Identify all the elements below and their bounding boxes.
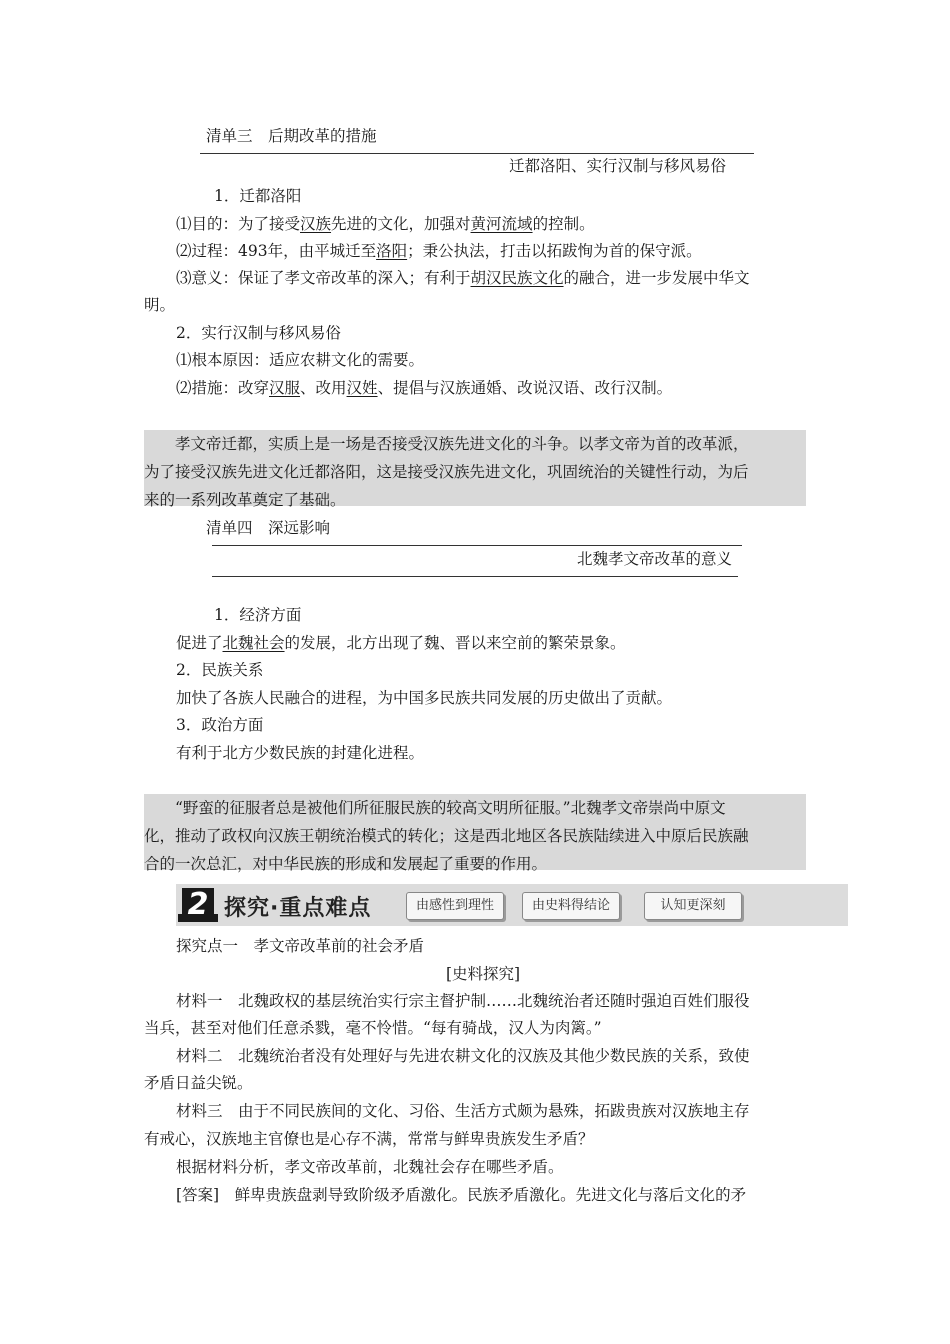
item-title: 1．经济方面 <box>214 606 302 624</box>
material-line: 材料一 北魏政权的基层统治实行宗主督护制……北魏统治者还随时强迫百姓们服役 <box>176 992 750 1010</box>
item-title: 1．迁都洛阳 <box>214 187 302 205</box>
item-title: 2．实行汉制与移风易俗 <box>176 324 341 342</box>
answer-line: [答案] 鲜卑贵族盘剥导致阶级矛盾激化。民族矛盾激化。先进文化与落后文化的矛 <box>176 1186 747 1204</box>
purpose-line: ⑴目的：为了接受汉族先进的文化，加强对黄河流域的控制。 <box>176 215 595 233</box>
meaning-line-cont: 明。 <box>144 296 176 314</box>
meaning-line: ⑶意义：保证了孝文帝改革的深入；有利于胡汉民族文化的融合，进一步发展中华文 <box>176 269 750 287</box>
material-line: 材料三 由于不同民族间的文化、习俗、生活方式颇为悬殊，拓跋贵族对汉族地主存 <box>176 1102 750 1120</box>
material-line: 材料二 北魏统治者没有处理好与先进农耕文化的汉族及其他少数民族的关系，致使 <box>176 1047 750 1065</box>
ethnic-line: 加快了各族人民融合的进程，为中国多民族共同发展的历史做出了贡献。 <box>176 689 673 707</box>
item-title: 3．政治方面 <box>176 716 264 734</box>
section3-subtitle: 迁都洛阳、实行汉制与移风易俗 <box>509 157 727 175</box>
note-box <box>144 430 806 509</box>
material-line: 矛盾日益尖锐。 <box>144 1074 253 1092</box>
politics-line: 有利于北方少数民族的封建化进程。 <box>176 744 425 762</box>
note-line: 化，推动了政权向汉族王朝统治模式的转化；这是西北地区各民族陆续进入中原后民族融 <box>144 827 749 845</box>
measures-line: ⑵措施：改穿汉服、改用汉姓、提倡与汉族通婚、改说汉语、改行汉制。 <box>176 379 673 397</box>
inquiry-subheading: [史料探究] <box>446 965 521 983</box>
section-banner <box>176 884 848 926</box>
note-box <box>144 794 806 873</box>
divider <box>212 545 742 546</box>
economy-line: 促进了北魏社会的发展，北方出现了魏、晋以来空前的繁荣景象。 <box>176 634 626 652</box>
section4-heading: 清单四 深远影响 <box>206 519 331 537</box>
section-number-badge: 2 <box>182 888 214 922</box>
divider <box>212 576 738 577</box>
section3-heading: 清单三 后期改革的措施 <box>206 127 377 145</box>
question-line: 根据材料分析，孝文帝改革前，北魏社会存在哪些矛盾。 <box>176 1158 564 1176</box>
banner-chip: 由感性到理性 <box>406 892 504 920</box>
item-title: 2．民族关系 <box>176 661 264 679</box>
banner-chip: 认知更深刻 <box>644 892 742 920</box>
banner-title: 探究·重点难点 <box>224 896 372 921</box>
process-line: ⑵过程：493年，由平城迁至洛阳；秉公执法，打击以拓跋恂为首的保守派。 <box>176 242 702 260</box>
banner-chip: 由史料得结论 <box>522 892 620 920</box>
root-cause-line: ⑴根本原因：适应农耕文化的需要。 <box>176 351 425 369</box>
note-line: 为了接受汉族先进文化迁都洛阳，这是接受汉族先进文化，巩固统治的关键性行动，为后 <box>144 463 749 481</box>
section4-subtitle: 北魏孝文帝改革的意义 <box>577 550 733 568</box>
material-line: 有戒心，汉族地主官僚也是心存不满，常常与鲜卑贵族发生矛盾？ <box>144 1130 594 1148</box>
note-line: 孝文帝迁都，实质上是一场是否接受汉族先进文化的斗争。以孝文帝为首的改革派， <box>144 435 749 453</box>
inquiry-heading: 探究点一 孝文帝改革前的社会矛盾 <box>176 937 425 955</box>
material-line: 当兵，甚至对他们任意杀戮，毫不怜惜。“每有骑战，汉人为肉篱。” <box>144 1019 602 1037</box>
note-line: 合的一次总汇，对中华民族的形成和发展起了重要的作用。 <box>144 855 548 873</box>
note-line: “野蛮的征服者总是被他们所征服民族的较高文明所征服。”北魏孝文帝崇尚中原文 <box>144 799 726 817</box>
note-line: 来的一系列改革奠定了基础。 <box>144 491 346 509</box>
